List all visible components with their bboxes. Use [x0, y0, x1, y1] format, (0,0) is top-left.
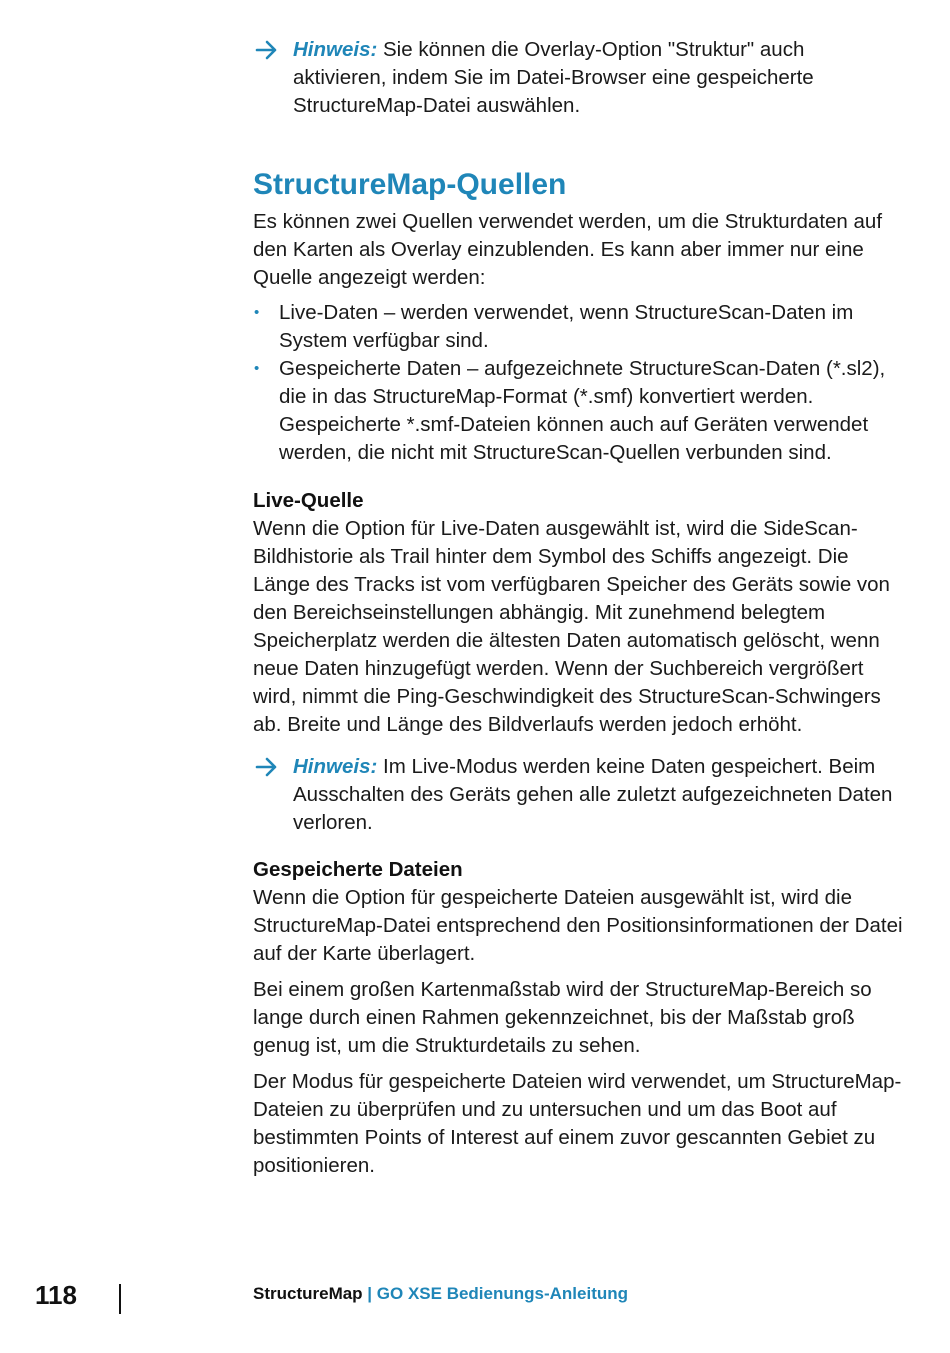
saved-files-paragraph: Wenn die Option für gespeicherte Dateien ausgewählt ist, wird die StructureMap-Datei entsprechend den Positionsinformationen der Datei auf der Karte überlagert.	[253, 886, 903, 965]
live-source-heading: Live-Quelle	[253, 489, 364, 512]
arrow-right-icon	[255, 40, 279, 60]
arrow-right-icon	[255, 757, 279, 777]
section-title: StructureMap-Quellen	[253, 168, 567, 201]
footer-running-title	[253, 1284, 628, 1304]
footer-separator: |	[362, 1284, 377, 1303]
list-item-text: Gespeicherte Daten – aufgezeichnete StructureScan-Daten (*.sl2), die in das StructureMap-Format (*.smf) konvertiert werden. Gespeicherte *.smf-Dateien können auch auf Geräten verwendet werden, die nicht mit StructureScan-Quellen verbunden sind.	[279, 357, 886, 464]
page-content	[253, 36, 903, 1180]
note-1-label: Hinweis:	[293, 38, 378, 61]
note-1-text: Sie können die Overlay-Option "Struktur" auch aktivieren, indem Sie im Datei-Browser eine gespeicherte StructureMap-Datei auswählen.	[293, 38, 814, 117]
note-2	[253, 753, 903, 837]
saved-files-heading: Gespeicherte Dateien	[253, 858, 463, 881]
live-source-text: Wenn die Option für Live-Daten ausgewählt ist, wird die SideScan-Bildhistorie als Trail hinter dem Symbol des Schiffs angezeigt. Die Länge des Tracks ist vom verfügbaren Speicher des Geräts sowie von den Bereichseinstellungen abhängig. Mit zunehmend belegtem Speicherplatz werden die ältesten Daten automatisch gelöscht, wenn neue Daten hinzugefügt werden. Wenn der Suchbereich vergrößert wird, nimmt die Ping-Geschwindigkeit des StructureScan-Schwingers ab. Breite und Länge des Bildverlaufs werden jedoch erhöht.	[253, 517, 890, 736]
list-item	[253, 299, 903, 355]
note-2-label: Hinweis:	[293, 755, 378, 778]
bullet-dot-icon: •	[254, 304, 260, 321]
saved-files-paragraph: Der Modus für gespeicherte Dateien wird verwendet, um StructureMap-Dateien zu überprüfen und zu untersuchen und um das Boot auf bestimmten Points of Interest auf einem zuvor gescannten Gebiet zu positionieren.	[253, 1070, 902, 1177]
note-1	[253, 36, 903, 120]
footer-manual-title: GO XSE Bedienungs-Anleitung	[376, 1284, 629, 1303]
note-2-text: Im Live-Modus werden keine Daten gespeichert. Beim Ausschalten des Geräts gehen alle zuletzt aufgezeichneten Daten verloren.	[293, 755, 893, 834]
page-footer	[0, 1276, 950, 1316]
list-item-text: Live-Daten – werden verwendet, wenn StructureScan-Daten im System verfügbar sind.	[279, 301, 854, 352]
footer-divider	[119, 1284, 121, 1314]
bullet-dot-icon: •	[254, 360, 260, 377]
section-intro: Es können zwei Quellen verwendet werden, um die Strukturdaten auf den Karten als Overlay einzublenden. Es kann aber immer nur eine Quelle angezeigt werden:	[253, 210, 883, 289]
footer-chapter: StructureMap	[253, 1284, 363, 1303]
saved-files-paragraph: Bei einem großen Kartenmaßstab wird der StructureMap-Bereich so lange durch einen Rahmen gekennzeichnet, bis der Maßstab groß genug ist, um die Strukturdetails zu sehen.	[253, 978, 872, 1057]
list-item	[253, 355, 903, 467]
source-list	[253, 299, 903, 467]
page-number: 118	[35, 1280, 77, 1310]
